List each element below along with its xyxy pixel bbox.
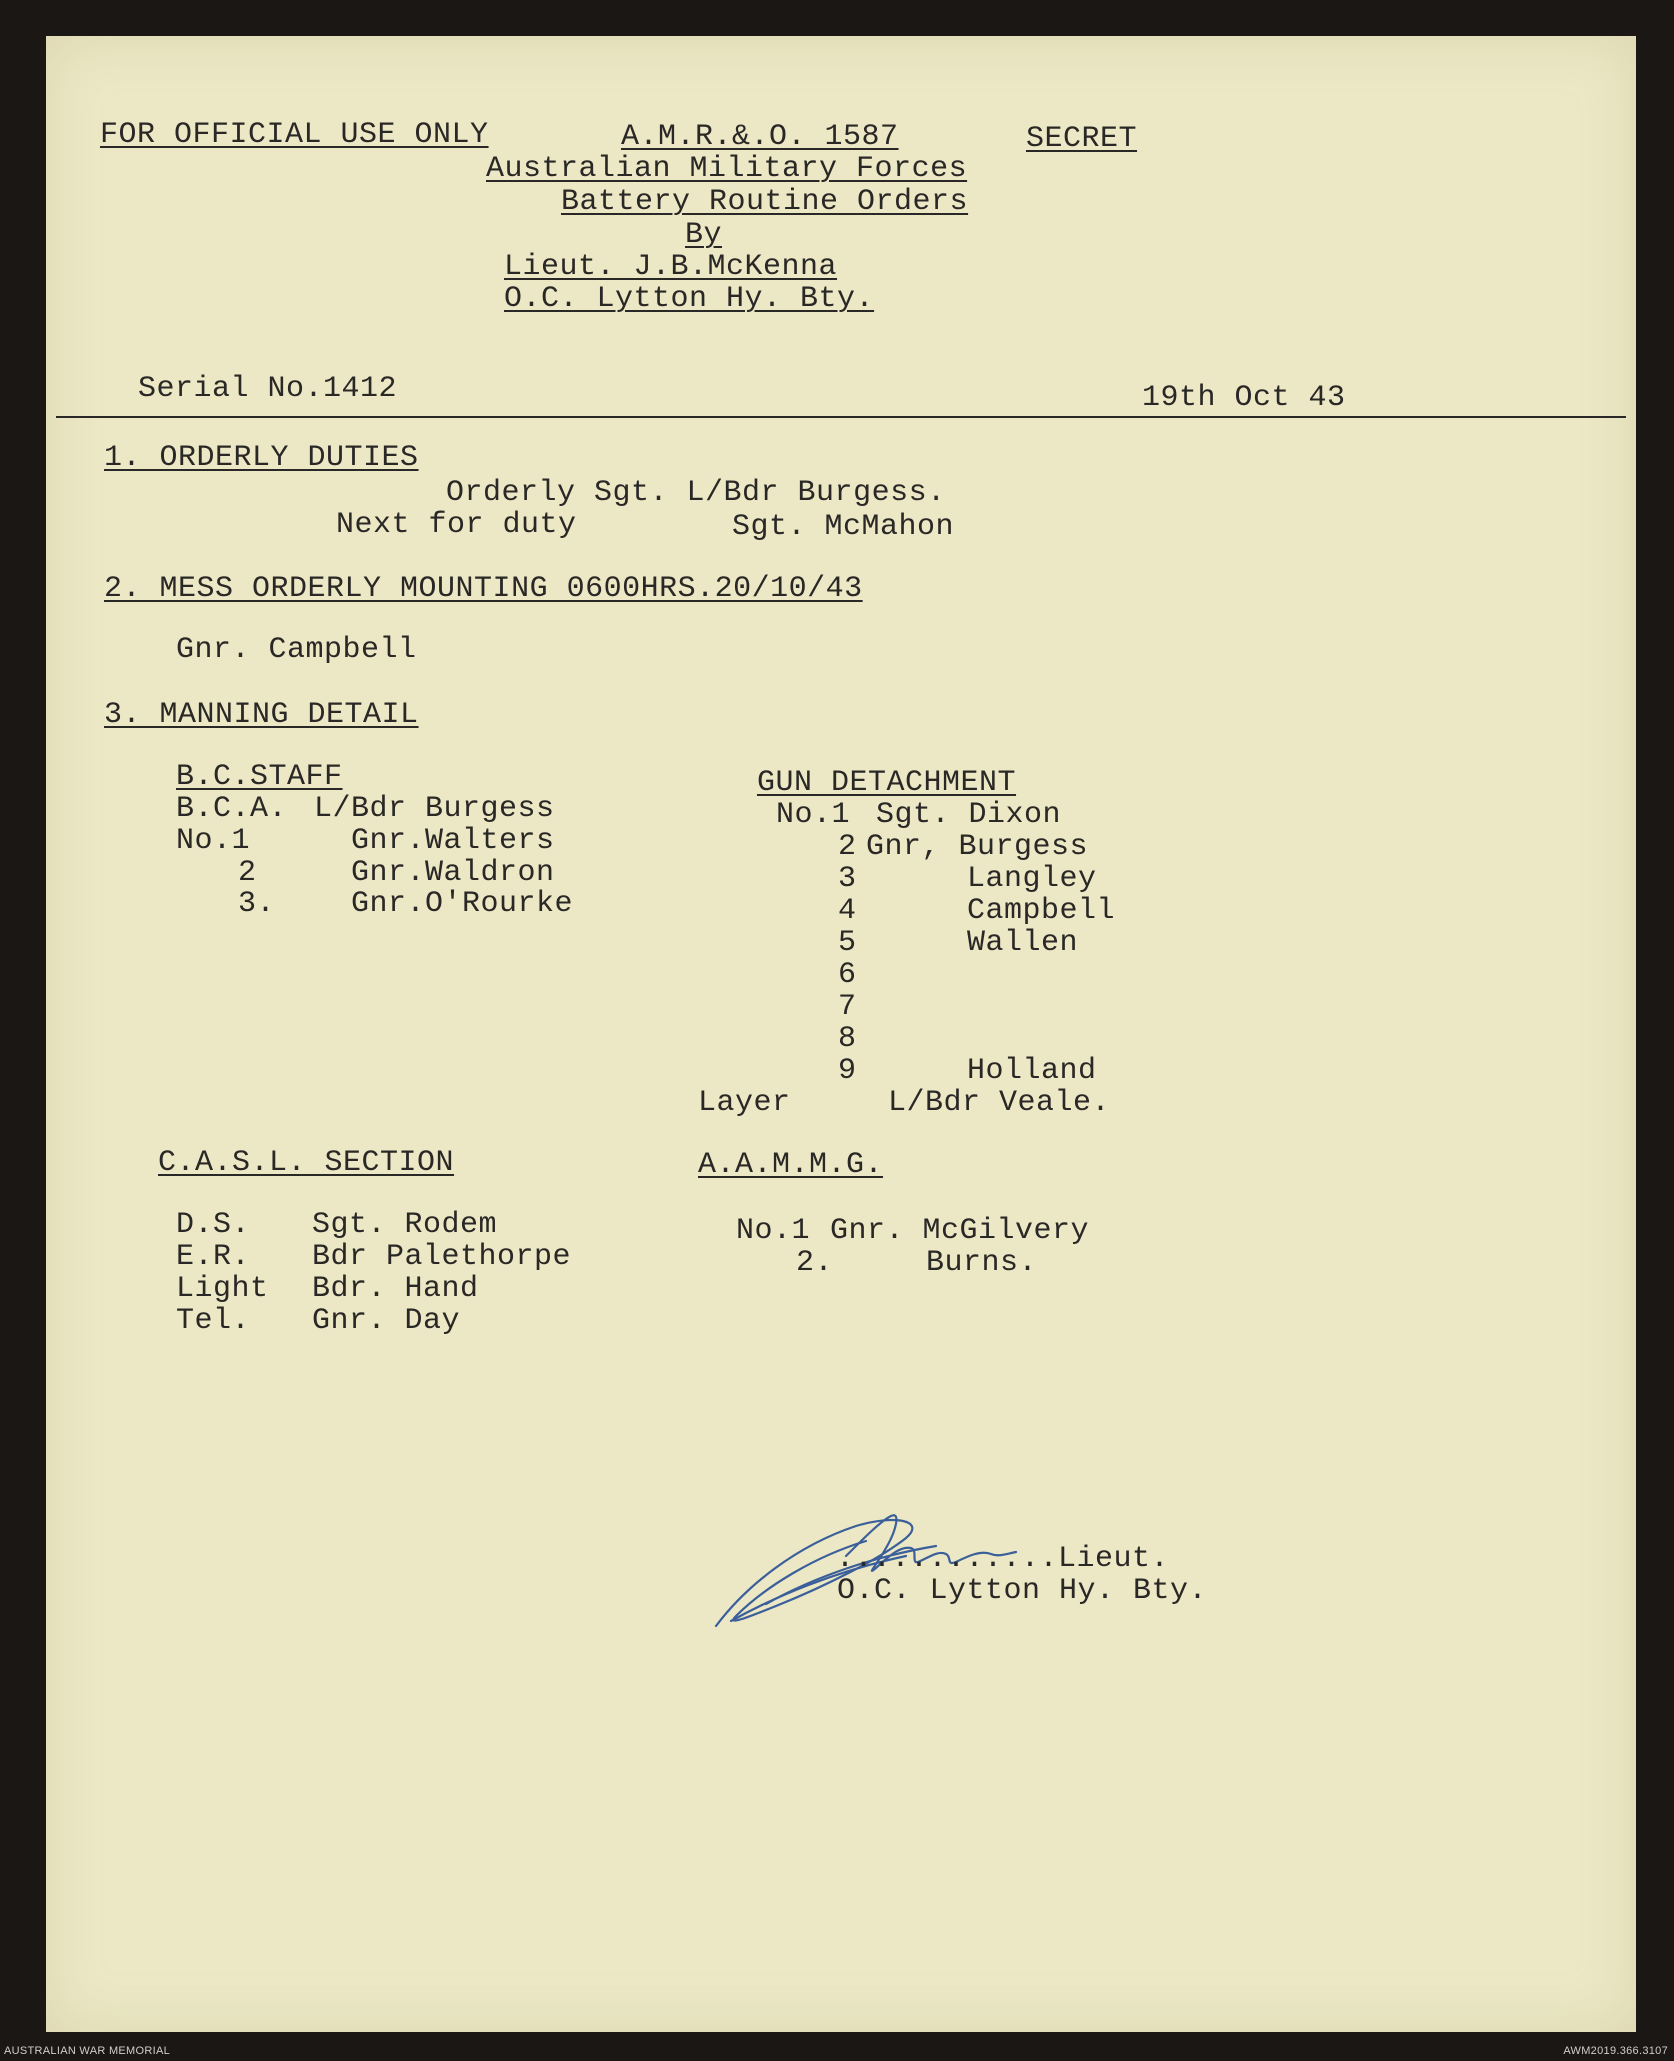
casl-label-1: E.R. (176, 1240, 251, 1274)
header-divider (56, 416, 1626, 418)
gun-det-label-3: 4 (838, 894, 857, 928)
gun-det-label-9: Layer (698, 1086, 791, 1120)
gun-det-label-8: 9 (838, 1054, 857, 1088)
gun-det-name-9: L/Bdr Veale. (888, 1086, 1111, 1120)
orderly-sergeant: Orderly Sgt. L/Bdr Burgess. (446, 476, 946, 510)
section-orderly-duties-title: 1. ORDERLY DUTIES (104, 441, 419, 475)
casl-label-0: D.S. (176, 1208, 251, 1242)
gun-det-label-1: 2 (838, 830, 857, 864)
section-mess-orderly-title: 2. MESS ORDERLY MOUNTING 0600HRS.20/10/43 (104, 572, 863, 606)
gun-det-name-3: Campbell (967, 894, 1116, 928)
bc-staff-name-3: Gnr.O'Rourke (351, 887, 574, 921)
gun-det-name-8: Holland (967, 1054, 1097, 1088)
bc-staff-label-0: B.C.A. (176, 792, 288, 826)
footer-institution: AUSTRALIAN WAR MEMORIAL (4, 2045, 171, 2057)
organisation-title: Australian Military Forces (486, 152, 968, 186)
bc-staff-label-3: 3. (238, 887, 276, 921)
aammg-label-0: No.1 (736, 1214, 811, 1248)
footer-accession-number: AWM2019.366.3107 (1563, 2045, 1668, 2057)
casl-name-2: Bdr. Hand (312, 1272, 479, 1306)
gun-det-label-0: No.1 (776, 798, 851, 832)
casl-name-1: Bdr Palethorpe (312, 1240, 572, 1274)
gun-det-name-4: Wallen (967, 926, 1079, 960)
gun-det-label-2: 3 (838, 862, 857, 896)
mess-orderly-name: Gnr. Campbell (176, 633, 417, 667)
bc-staff-label-2: 2 (238, 856, 257, 890)
casl-section-heading: C.A.S.L. SECTION (158, 1146, 455, 1180)
gun-det-label-7: 8 (838, 1022, 857, 1056)
gun-det-label-6: 7 (838, 990, 857, 1024)
bc-staff-name-0: L/Bdr Burgess (314, 792, 555, 826)
issuing-unit: O.C. Lytton Hy. Bty. (504, 282, 875, 316)
signature-unit: O.C. Lytton Hy. Bty. (837, 1574, 1208, 1608)
order-date: 19th Oct 43 (1142, 381, 1346, 415)
bc-staff-name-2: Gnr.Waldron (351, 856, 555, 890)
section-manning-detail-title: 3. MANNING DETAIL (104, 698, 419, 732)
document-page (46, 36, 1636, 2032)
issuing-officer: Lieut. J.B.McKenna (504, 250, 838, 284)
serial-number: Serial No.1412 (138, 372, 398, 406)
next-for-duty-label: Next for duty (336, 508, 577, 542)
gun-det-label-4: 5 (838, 926, 857, 960)
aammg-name-0: Gnr. McGilvery (830, 1214, 1090, 1248)
document-type-title: Battery Routine Orders (561, 185, 969, 219)
aammg-name-1: Burns. (926, 1246, 1038, 1280)
document-reference: A.M.R.&.O. 1587 (621, 120, 899, 154)
casl-label-3: Tel. (176, 1304, 251, 1338)
casl-label-2: Light (176, 1272, 269, 1306)
casl-name-3: Gnr. Day (312, 1304, 461, 1338)
gun-det-name-2: Langley (967, 862, 1097, 896)
official-use-label: FOR OFFICIAL USE ONLY (100, 118, 489, 152)
bc-staff-name-1: Gnr.Walters (351, 824, 555, 858)
gun-detachment-heading: GUN DETACHMENT (757, 766, 1017, 800)
classification-label: SECRET (1026, 122, 1138, 156)
aammg-label-1: 2. (796, 1246, 834, 1280)
casl-name-0: Sgt. Rodem (312, 1208, 498, 1242)
gun-det-name-1: Gnr, Burgess (866, 830, 1089, 864)
bc-staff-label-1: No.1 (176, 824, 251, 858)
gun-det-label-5: 6 (838, 958, 857, 992)
next-for-duty-value: Sgt. McMahon (732, 510, 955, 544)
gun-det-name-0: Sgt. Dixon (876, 798, 1062, 832)
aammg-heading: A.A.M.M.G. (698, 1148, 884, 1182)
signature-dotted-line: ............Lieut. (836, 1542, 1170, 1576)
bc-staff-heading: B.C.STAFF (176, 760, 343, 794)
by-label: By (685, 218, 723, 252)
